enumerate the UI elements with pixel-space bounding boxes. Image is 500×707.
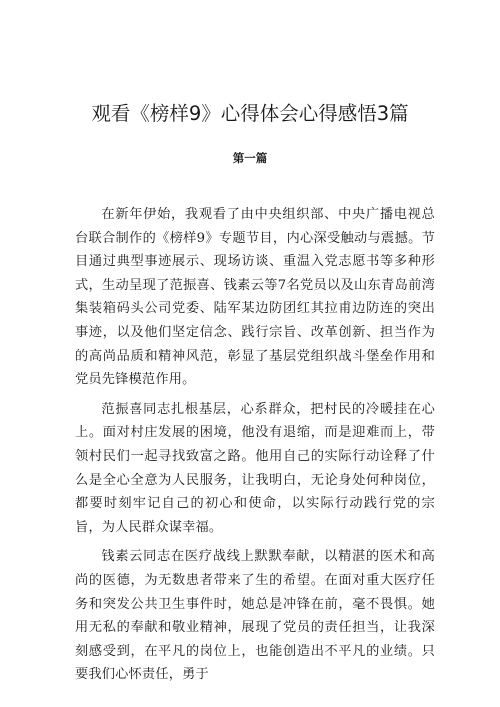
paragraph-1: 在新年伊始，我观看了由中央组织部、中央广播电视总台联合制作的《榜样9》专题节目，内心深受触动与震撼。节目通过典型事迹展示、现场访谈、重温入党志愿书等多种形式，生动呈现了范振喜、钱素云等7名党员以及山东青岛前湾集装箱码头公司党委、陆军某边防团红其拉甫边防连的突出事迹，以及他们坚定信念、践行宗旨、改革创新、担当作为的高尚品质和精神风范，彰显了基层党组织战斗堡垒作用和党员先锋模范作用。 [75,207,435,388]
document-body [75,203,435,687]
section-heading: 第一篇 [232,151,268,165]
paragraph-3: 钱素云同志在医疗战线上默默奉献，以精湛的医术和高尚的医德，为无数患者带来了生的希望。在面对重大医疗任务和突发公共卫生事件时，她总是冲锋在前，毫不畏惧。她用无私的奉献和敬业精神，展现了党员的责任担当，让我深刻感受到，在平凡的岗位上，也能创造出不平凡的业绩。只要我们心怀责任，勇于 [75,549,435,683]
document-title: 观看《榜样9》心得体会心得感悟3篇 [91,102,409,125]
paragraph-2: 范振喜同志扎根基层，心系群众，把村民的冷暖挂在心上。面对村庄发展的困境，他没有退缩，而是迎难而上，带领村民们一起寻找致富之路。他用自己的实际行动诠释了什么是全心全意为人民服务，让我明白，无论身处何种岗位，都要时刻牢记自己的初心和使命，以实际行动践行党的宗旨，为人民群众谋幸福。 [75,401,435,535]
